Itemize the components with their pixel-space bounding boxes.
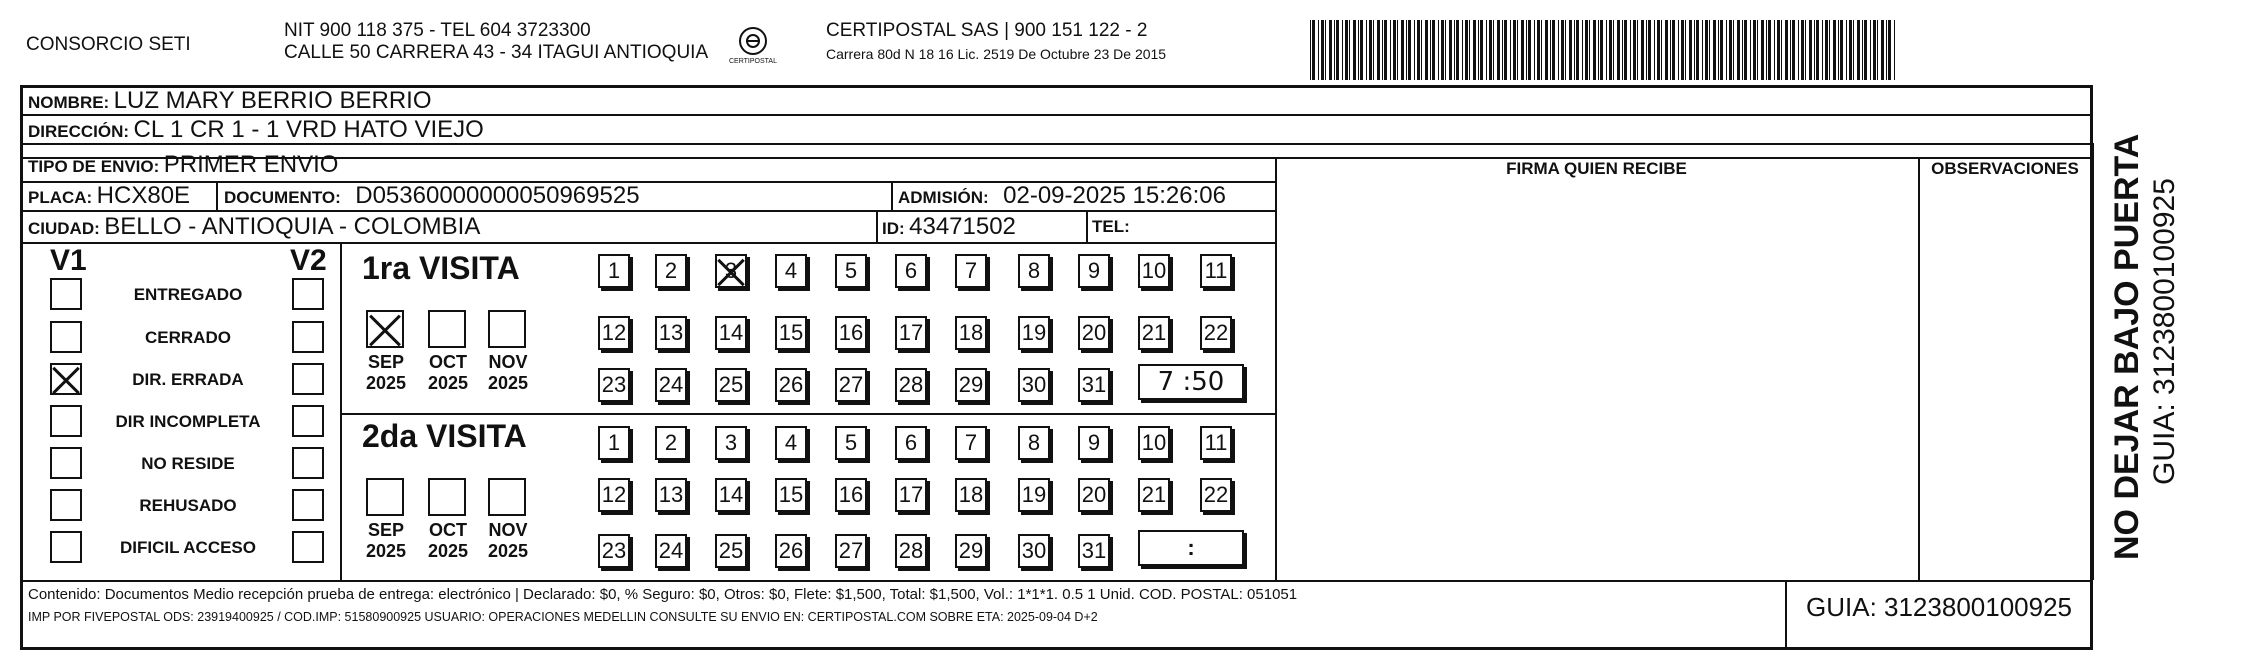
barcode <box>1310 20 1900 80</box>
barcode-bar <box>1585 20 1588 80</box>
day-box[interactable]: 18 <box>955 316 987 350</box>
day-box[interactable]: 19 <box>1018 316 1050 350</box>
barcode-bar <box>1733 20 1734 80</box>
barcode-bar <box>1480 20 1483 80</box>
barcode-bar <box>1329 20 1332 80</box>
day-box[interactable]: 4 <box>775 426 807 460</box>
day-box[interactable]: 20 <box>1078 316 1110 350</box>
tipo-label: TIPO DE ENVIO: <box>28 157 160 176</box>
barcode-bar <box>1718 20 1719 80</box>
v2-checkbox[interactable] <box>292 363 324 395</box>
day-box[interactable]: 19 <box>1018 478 1050 512</box>
barcode-bar <box>1622 20 1623 80</box>
certipostal-line1: CERTIPOSTAL SAS | 900 151 122 - 2 <box>826 20 1148 41</box>
id-cell <box>882 212 1016 245</box>
day-box[interactable]: 5 <box>835 254 867 288</box>
v1-checkbox[interactable] <box>50 278 82 310</box>
documento-value: D05360000000050969525 <box>355 182 640 209</box>
day-box[interactable]: 8 <box>1018 254 1050 288</box>
direccion-label: DIRECCIÓN: <box>28 122 130 141</box>
barcode-bar <box>1406 20 1407 80</box>
barcode-bar <box>1766 20 1767 80</box>
day-box[interactable]: 9 <box>1078 254 1110 288</box>
barcode-bar <box>1750 20 1751 80</box>
documento-cell <box>224 181 640 214</box>
v2-checkbox[interactable] <box>292 531 324 563</box>
barcode-bar <box>1489 20 1492 80</box>
tel-cell <box>1092 212 1130 243</box>
barcode-bar <box>1648 20 1651 80</box>
barcode-bar <box>1864 20 1867 80</box>
v2-checkbox[interactable] <box>292 278 324 310</box>
barcode-bar <box>1493 20 1494 80</box>
day-box[interactable]: 23 <box>598 368 630 402</box>
barcode-bar <box>1574 20 1575 80</box>
barcode-bar <box>1678 20 1679 80</box>
footer-line1: Contenido: Documentos Medio recepción prueba de entrega: electrónico | Declarado: $0, % Seguro: $0, Otros: $0, Flete: $1,500, Total: $1,500, Vol.: 1*1*1. 0.5 1 Unid. COD. POSTAL: 051051 <box>28 586 1298 603</box>
day-box[interactable]: 4 <box>775 254 807 288</box>
day-box[interactable]: 3 <box>715 254 747 288</box>
barcode-bar <box>1888 20 1891 80</box>
ciudad-cell <box>28 212 480 245</box>
barcode-bar <box>1729 20 1732 80</box>
tel-label: TEL: <box>1092 217 1130 236</box>
day-box[interactable]: 1 <box>598 426 630 460</box>
admision-label: ADMISIÓN: <box>898 188 989 207</box>
barcode-bar <box>1870 20 1871 80</box>
day-box[interactable]: 22 <box>1200 478 1232 512</box>
barcode-bar <box>1633 20 1636 80</box>
barcode-bar <box>1537 20 1540 80</box>
barcode-bar <box>1798 20 1799 80</box>
day-box[interactable]: 7 <box>955 254 987 288</box>
barcode-bar <box>1774 20 1775 80</box>
barcode-bar <box>1757 20 1758 80</box>
month-checkbox[interactable] <box>366 478 404 516</box>
day-box[interactable]: 16 <box>835 316 867 350</box>
day-box[interactable]: 3 <box>715 426 747 460</box>
day-box[interactable]: 24 <box>655 368 687 402</box>
barcode-bar <box>1438 20 1439 80</box>
day-box[interactable]: 21 <box>1138 316 1170 350</box>
v1-header: V1 <box>50 244 87 277</box>
placa-cell <box>28 181 190 214</box>
barcode-bar <box>1720 20 1723 80</box>
barcode-bar <box>1312 20 1315 80</box>
barcode-bar <box>1593 20 1596 80</box>
barcode-bar <box>1713 20 1716 80</box>
barcode-bar <box>1565 20 1566 80</box>
observaciones-header: OBSERVACIONES <box>1931 159 2079 178</box>
month-checkbox[interactable] <box>428 310 466 348</box>
v2-checkbox[interactable] <box>292 447 324 479</box>
tipo-value: PRIMER ENVIO <box>163 151 339 178</box>
visit2-time[interactable]: : <box>1138 530 1244 566</box>
barcode-bar <box>1334 20 1335 80</box>
day-box[interactable]: 20 <box>1078 478 1110 512</box>
barcode-bar <box>1609 20 1612 80</box>
barcode-bar <box>1465 20 1468 80</box>
barcode-bar <box>1886 20 1887 80</box>
barcode-bar <box>1685 20 1686 80</box>
barcode-bar <box>1390 20 1391 80</box>
barcode-bar <box>1430 20 1431 80</box>
barcode-bar <box>1336 20 1339 80</box>
barcode-bar <box>1838 20 1839 80</box>
direccion-value: CL 1 CR 1 - 1 VRD HATO VIEJO <box>133 116 484 143</box>
barcode-bar <box>1805 20 1806 80</box>
barcode-bar <box>1497 20 1500 80</box>
barcode-bar <box>1521 20 1524 80</box>
barcode-bar <box>1822 20 1823 80</box>
day-box[interactable]: 6 <box>895 254 927 288</box>
barcode-bar <box>1366 20 1367 80</box>
barcode-bar <box>1781 20 1782 80</box>
barcode-bar <box>1790 20 1791 80</box>
observaciones-area[interactable] <box>1925 185 2085 575</box>
barcode-bar <box>1857 20 1860 80</box>
barcode-bar <box>1576 20 1579 80</box>
v2-checkbox[interactable] <box>292 321 324 353</box>
firma-header: FIRMA QUIEN RECIBE <box>1506 159 1687 178</box>
barcode-bar <box>1377 20 1380 80</box>
v1-checkbox[interactable] <box>50 489 82 521</box>
barcode-bar <box>1696 20 1699 80</box>
side-guia: GUIA: 3123800100925 <box>2148 178 2181 485</box>
barcode-bar <box>1445 20 1446 80</box>
barcode-bar <box>1809 20 1812 80</box>
barcode-bar <box>1801 20 1804 80</box>
barcode-bar <box>1373 20 1374 80</box>
barcode-bar <box>1833 20 1836 80</box>
day-box[interactable]: 27 <box>835 368 867 402</box>
day-box[interactable]: 18 <box>955 478 987 512</box>
barcode-bar <box>1545 20 1548 80</box>
barcode-bar <box>1510 20 1511 80</box>
status-label: CERRADO <box>145 328 231 347</box>
day-box[interactable]: 25 <box>715 534 747 568</box>
barcode-bar <box>1816 20 1819 80</box>
barcode-bar <box>1345 20 1348 80</box>
barcode-bar <box>1825 20 1828 80</box>
barcode-bar <box>1552 20 1555 80</box>
nombre-value: LUZ MARY BERRIO BERRIO <box>113 87 432 114</box>
day-box[interactable]: 26 <box>775 368 807 402</box>
barcode-bar <box>1873 20 1876 80</box>
day-box[interactable]: 23 <box>598 534 630 568</box>
admision-cell <box>898 181 1226 214</box>
certipostal-line2: Carrera 80d N 18 16 Lic. 2519 De Octubre 23 De 2015 <box>826 46 1167 62</box>
barcode-bar <box>1528 20 1531 80</box>
barcode-bar <box>1441 20 1444 80</box>
id-label: ID: <box>882 219 905 238</box>
barcode-bar <box>1637 20 1638 80</box>
barcode-bar <box>1456 20 1459 80</box>
barcode-bar <box>1785 20 1788 80</box>
status-label: DIR INCOMPLETA <box>115 412 261 431</box>
day-box[interactable]: 9 <box>1078 426 1110 460</box>
barcode-bar <box>1473 20 1476 80</box>
month-label: OCT 2025 <box>427 520 469 561</box>
admision-value: 02-09-2025 15:26:06 <box>1003 182 1226 209</box>
barcode-bar <box>1325 20 1326 80</box>
barcode-bar <box>1761 20 1764 80</box>
barcode-bar <box>1702 20 1703 80</box>
barcode-bar <box>1358 20 1359 80</box>
barcode-bar <box>1425 20 1428 80</box>
barcode-bar <box>1613 20 1614 80</box>
status-label: REHUSADO <box>139 496 237 515</box>
ciudad-value: BELLO - ANTIOQUIA - COLOMBIA <box>104 213 481 240</box>
day-box[interactable]: 15 <box>775 316 807 350</box>
barcode-bar <box>1401 20 1404 80</box>
barcode-bar <box>1513 20 1516 80</box>
barcode-bar <box>1661 20 1662 80</box>
barcode-bar <box>1744 20 1747 80</box>
barcode-bar <box>1318 20 1319 80</box>
v1-checkbox[interactable] <box>50 531 82 563</box>
day-box[interactable]: 8 <box>1018 426 1050 460</box>
day-box[interactable]: 1 <box>598 254 630 288</box>
barcode-bar <box>1384 20 1387 80</box>
v2-checkbox[interactable] <box>292 489 324 521</box>
signature-area[interactable] <box>1285 185 1910 575</box>
v1-checkbox[interactable] <box>50 321 82 353</box>
barcode-bar <box>1862 20 1863 80</box>
status-label: DIR. ERRADA <box>132 370 244 389</box>
barcode-bar <box>1589 20 1590 80</box>
barcode-bar <box>1753 20 1756 80</box>
barcode-bar <box>1417 20 1420 80</box>
barcode-bar <box>1681 20 1684 80</box>
day-box[interactable]: 27 <box>835 534 867 568</box>
month-label: SEP 2025 <box>365 520 407 561</box>
barcode-bar <box>1486 20 1487 80</box>
barcode-bar <box>1726 20 1727 80</box>
barcode-bar <box>1432 20 1435 80</box>
barcode-bar <box>1534 20 1535 80</box>
barcode-bar <box>1421 20 1422 80</box>
barcode-bar <box>1853 20 1854 80</box>
day-box[interactable]: 2 <box>655 254 687 288</box>
barcode-bar <box>1360 20 1363 80</box>
barcode-bar <box>1504 20 1507 80</box>
barcode-bar <box>1641 20 1644 80</box>
barcode-bar <box>1840 20 1843 80</box>
barcode-bar <box>1408 20 1411 80</box>
month-checkbox[interactable] <box>428 478 466 516</box>
day-box[interactable]: 13 <box>655 478 687 512</box>
barcode-bar <box>1353 20 1356 80</box>
barcode-bar <box>1689 20 1692 80</box>
month-label: NOV 2025 <box>487 352 529 393</box>
barcode-bar <box>1382 20 1383 80</box>
footer-guia: GUIA: 3123800100925 <box>1806 592 2072 622</box>
day-box[interactable]: 17 <box>895 316 927 350</box>
day-box[interactable]: 2 <box>655 426 687 460</box>
barcode-bar <box>1792 20 1795 80</box>
barcode-bar <box>1630 20 1631 80</box>
day-box[interactable]: 6 <box>895 426 927 460</box>
barcode-bar <box>1321 20 1324 80</box>
barcode-bar <box>1414 20 1415 80</box>
barcode-bar <box>1617 20 1620 80</box>
nombre-label: NOMBRE: <box>28 93 110 112</box>
day-box[interactable]: 14 <box>715 316 747 350</box>
barcode-bar <box>1737 20 1740 80</box>
day-box[interactable]: 30 <box>1018 534 1050 568</box>
visit2-title: 2da VISITA <box>362 418 527 454</box>
barcode-bar <box>1517 20 1518 80</box>
barcode-bar <box>1670 20 1671 80</box>
barcode-bar <box>1814 20 1815 80</box>
barcode-bar <box>1881 20 1884 80</box>
barcode-bar <box>1657 20 1660 80</box>
day-box[interactable]: 15 <box>775 478 807 512</box>
status-label: DIFICIL ACCESO <box>119 538 256 557</box>
month-label: SEP 2025 <box>365 352 407 393</box>
barcode-bar <box>1665 20 1668 80</box>
barcode-bar <box>1449 20 1452 80</box>
day-box[interactable]: 11 <box>1200 254 1232 288</box>
day-box[interactable]: 10 <box>1138 426 1170 460</box>
visit1-time[interactable]: 7 :50 <box>1138 364 1244 400</box>
v1-checkbox[interactable] <box>50 405 82 437</box>
visit1-title: 1ra VISITA <box>362 250 520 286</box>
v1-checkbox[interactable] <box>50 447 82 479</box>
day-box[interactable]: 30 <box>1018 368 1050 402</box>
month-checkbox[interactable] <box>366 310 404 348</box>
barcode-bar <box>1502 20 1503 80</box>
barcode-bar <box>1598 20 1599 80</box>
barcode-bar <box>1569 20 1572 80</box>
day-box[interactable]: 22 <box>1200 316 1232 350</box>
barcode-bar <box>1342 20 1343 80</box>
barcode-bar <box>1561 20 1564 80</box>
status-label: ENTREGADO <box>133 285 243 304</box>
day-box[interactable]: 17 <box>895 478 927 512</box>
barcode-bar <box>1369 20 1372 80</box>
barcode-bar <box>1397 20 1398 80</box>
month-label: NOV 2025 <box>487 520 529 561</box>
day-box[interactable]: 29 <box>955 534 987 568</box>
day-box[interactable]: 31 <box>1078 534 1110 568</box>
id-value: 43471502 <box>909 213 1016 240</box>
barcode-bar <box>1526 20 1527 80</box>
barcode-bar <box>1469 20 1470 80</box>
barcode-bar <box>1849 20 1852 80</box>
barcode-bar <box>1454 20 1455 80</box>
barcode-bar <box>1310 20 1311 80</box>
day-box[interactable]: 21 <box>1138 478 1170 512</box>
day-box[interactable]: 5 <box>835 426 867 460</box>
v2-checkbox[interactable] <box>292 405 324 437</box>
barcode-bar <box>1694 20 1695 80</box>
direccion-row <box>28 115 484 148</box>
day-box[interactable]: 11 <box>1200 426 1232 460</box>
side-warning: NO DEJAR BAJO PUERTA <box>2108 133 2146 560</box>
barcode-bar <box>1462 20 1463 80</box>
v1-checkbox[interactable] <box>50 363 82 395</box>
tipo-row <box>28 150 338 183</box>
month-label: OCT 2025 <box>427 352 469 393</box>
day-box[interactable]: 25 <box>715 368 747 402</box>
placa-value: HCX80E <box>96 182 191 209</box>
documento-label: DOCUMENTO: <box>224 188 341 207</box>
barcode-bar <box>1582 20 1583 80</box>
address-line: CALLE 50 CARRERA 43 - 34 ITAGUI ANTIOQUIA <box>284 42 709 63</box>
barcode-bar <box>1550 20 1551 80</box>
barcode-bar <box>1478 20 1479 80</box>
status-label: NO RESIDE <box>141 454 235 473</box>
barcode-bar <box>1829 20 1830 80</box>
day-box[interactable]: 31 <box>1078 368 1110 402</box>
barcode-bar <box>1646 20 1647 80</box>
day-box[interactable]: 13 <box>655 316 687 350</box>
day-box[interactable]: 16 <box>835 478 867 512</box>
ciudad-label: CIUDAD: <box>28 219 100 238</box>
month-checkbox[interactable] <box>488 478 526 516</box>
barcode-bar <box>1894 20 1895 80</box>
barcode-bar <box>1877 20 1878 80</box>
day-box[interactable]: 29 <box>955 368 987 402</box>
company-name: CONSORCIO SETI <box>26 34 191 55</box>
barcode-bar <box>1846 20 1847 80</box>
barcode-bar <box>1558 20 1559 80</box>
barcode-bar <box>1606 20 1607 80</box>
day-box[interactable]: 26 <box>775 534 807 568</box>
barcode-bar <box>1768 20 1771 80</box>
month-checkbox[interactable] <box>488 310 526 348</box>
nit-line: NIT 900 118 375 - TEL 604 3723300 <box>284 20 591 41</box>
placa-label: PLACA: <box>28 188 93 207</box>
barcode-bar <box>1742 20 1743 80</box>
day-box[interactable]: 10 <box>1138 254 1170 288</box>
day-box[interactable]: 7 <box>955 426 987 460</box>
barcode-bar <box>1705 20 1708 80</box>
barcode-bar <box>1672 20 1675 80</box>
barcode-bar <box>1777 20 1780 80</box>
logo-text: CERTIPOSTAL <box>729 58 777 65</box>
barcode-bar <box>1654 20 1655 80</box>
barcode-bar <box>1600 20 1603 80</box>
day-box[interactable]: 28 <box>895 368 927 402</box>
barcode-bar <box>1393 20 1396 80</box>
day-box[interactable]: 24 <box>655 534 687 568</box>
footer-line2: IMP POR FIVEPOSTAL ODS: 23919400925 / COD.IMP: 51580900925 USUARIO: OPERACIONES MEDELLIN CONSULTE SU ENVIO EN: CERTIPOSTAL.COM SOBRE ETA: 2025-09-04 D+2 <box>28 610 1098 624</box>
barcode-bar <box>1624 20 1627 80</box>
barcode-bar <box>1349 20 1350 80</box>
barcode-bar <box>1709 20 1710 80</box>
v2-header: V2 <box>290 244 327 277</box>
day-box[interactable]: 12 <box>598 316 630 350</box>
day-box[interactable]: 12 <box>598 478 630 512</box>
barcode-bar <box>1541 20 1542 80</box>
day-box[interactable]: 14 <box>715 478 747 512</box>
day-box[interactable]: 28 <box>895 534 927 568</box>
